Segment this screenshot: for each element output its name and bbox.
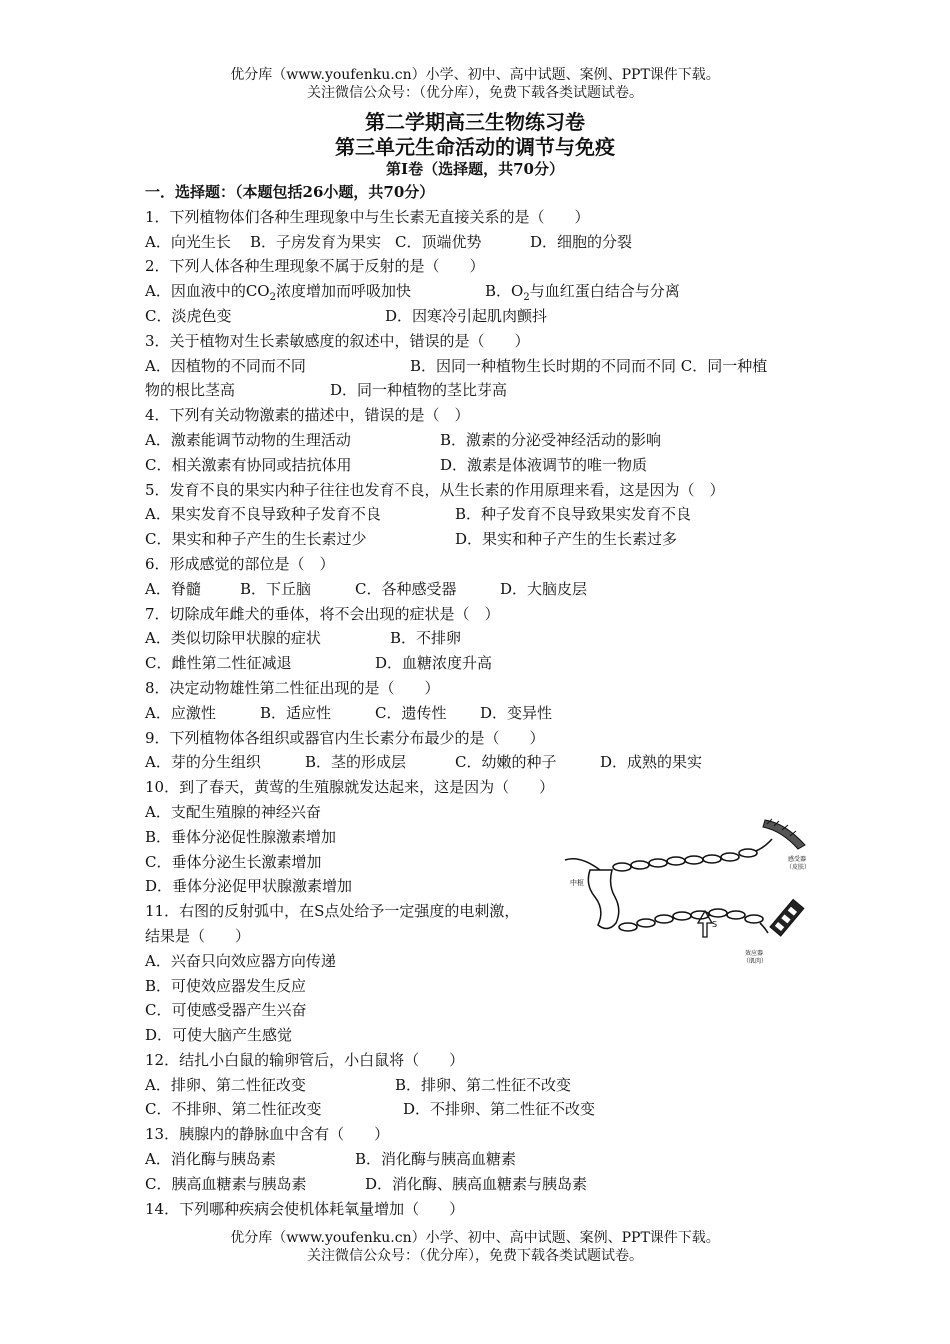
option: D．消化酶、胰高血糖素与胰岛素 [365,1174,588,1193]
option: B．$O_2$与血红蛋白结合与分离 [485,282,680,304]
question-stem: 13．胰腺内的静脉血中含有（ ） [145,1125,390,1144]
question-stem: 9．下列植物体各组织或器官内生长素分布最少的是（ ） [145,728,545,747]
option-row [145,527,815,552]
option: B．激素的分泌受神经活动的影响 [440,430,662,449]
option: A．排卵、第二性征改变 [145,1075,306,1094]
option-row [145,428,815,453]
option: A．向光生长 [145,232,231,251]
question-stem-cont: 结果是（ ） [145,926,251,945]
question-stem: 11．右图的反射弧中，在S点处给予一定强度的电刺激， [145,902,520,921]
option-row [145,354,815,379]
option: 物的根比茎高 [145,381,236,400]
option: D．成熟的果实 [600,753,703,772]
option: B．茎的形成层 [305,753,407,772]
option-row [145,701,815,726]
option: D．激素是体液调节的唯一物质 [440,455,648,474]
question-stem: 12．结扎小白鼠的输卵管后，小白鼠将（ ） [145,1050,465,1069]
unit-title: 第三单元生命活动的调节与免疫 [335,135,615,159]
option-row [145,502,815,527]
option: B．不排卵 [390,629,462,648]
option: C．幼嫩的种子 [455,753,557,772]
question-stem: 6．形成感觉的部位是（ ） [145,554,335,573]
option-row [145,651,815,676]
option-row [145,230,815,255]
option: C．雌性第二性征减退 [145,654,292,673]
option: B．种子发育不良导致果实发育不良 [455,505,692,524]
option: B．适应性 [260,703,332,722]
option: D．因寒冷引起肌肉颤抖 [385,306,548,325]
option: A．因血液中的$CO_2$浓度增加而呼吸加快 [145,282,411,304]
option-row [145,577,815,602]
option: B．垂体分泌促性腺激素增加 [145,827,337,846]
option-row [145,453,815,478]
option: B．因同一种植物生长时期的不同而不同 C．同一种植 [410,356,768,375]
option-row [145,279,815,304]
option: D．果实和种子产生的生长素过多 [455,530,678,549]
page-title: 第二学期高三生物练习卷 [365,110,585,134]
option: D．细胞的分裂 [530,232,633,251]
option-row [145,304,815,329]
option-row [145,750,815,775]
option: D．可使大脑产生感觉 [145,1026,293,1045]
option: A．消化酶与胰岛素 [145,1150,276,1169]
option: C．遗传性 [375,703,447,722]
question-stem: 2．下列人体各种生理现象不属于反射的是（ ） [145,257,485,276]
figure-effector-label: 效应器 [745,950,764,957]
option: C．各种感受器 [355,579,457,598]
option: D．垂体分泌促甲状腺激素增加 [145,877,353,896]
option: D．同一种植物的茎比芽高 [330,381,508,400]
option: D．不排卵、第二性征不改变 [403,1100,596,1119]
question-stem: 8．决定动物雄性第二性征出现的是（ ） [145,678,440,697]
section-heading: 一．选择题：（本题包括26小题，共70分） [145,183,435,201]
option: D．血糖浓度升高 [375,654,493,673]
figure-receptor-label: 感受器 [788,856,807,863]
figure-effector-sub: （肌肉） [743,958,768,965]
option: C．果实和种子产生的生长素过少 [145,530,367,549]
reflex-arc-figure [560,815,815,975]
option: C．胰高血糖素与胰岛素 [145,1174,307,1193]
option-row [145,1073,815,1098]
option: A．因植物的不同而不同 [145,356,306,375]
header-line2: 关注微信公众号：（优分库），免费下载各类试题试卷。 [307,85,643,101]
option: C．不排卵、第二性征改变 [145,1100,322,1119]
option: B．消化酶与胰高血糖素 [355,1150,517,1169]
option: A．支配生殖腺的神经兴奋 [145,802,321,821]
question-stem: 5．发育不良的果实内种子往往也发育不良，从生长素的作用原理来看，这是因为（ ） [145,480,725,499]
option: C．顶端优势 [395,232,482,251]
option: A．芽的分生组织 [145,753,261,772]
option: A．激素能调节动物的生理活动 [145,430,351,449]
header-line1: 优分库（www.youfenku.cn）小学、初中、高中试题、案例、PPT课件下载。 [230,67,720,83]
option-row [145,1097,815,1122]
option: B．下丘脑 [240,579,312,598]
option-row [145,1172,815,1197]
question-stem: 10．到了春天，黄莺的生殖腺就发达起来，这是因为（ ） [145,778,555,797]
option: B．排卵、第二性征不改变 [395,1075,572,1094]
question-stem: 1．下列植物体们各种生理现象中与生长素无直接关系的是（ ） [145,207,590,226]
option: A．应激性 [145,703,216,722]
option: D．大脑皮层 [500,579,588,598]
option: C．垂体分泌生长激素增加 [145,852,322,871]
option: C．相关激素有协同或拮抗体用 [145,455,352,474]
option-row [145,626,815,651]
question-stem: 4．下列有关动物激素的描述中，错误的是（ ） [145,406,470,425]
option: A．类似切除甲状腺的症状 [145,629,321,648]
question-body [145,180,815,1221]
option-row [145,1147,815,1172]
footer-line1: 优分库（www.youfenku.cn）小学、初中、高中试题、案例、PPT课件下载。 [230,1230,720,1246]
option-row [145,378,815,403]
option: A．脊髓 [145,579,201,598]
question-stem: 3．关于植物对生长素敏感度的叙述中，错误的是（ ） [145,331,530,350]
figure-s-label: S [712,920,718,929]
option: C．可使感受器产生兴奋 [145,1001,307,1020]
footer-line2: 关注微信公众号：（优分库），免费下载各类试题试卷。 [307,1248,643,1264]
question-stem: 7．切除成年雌犬的垂体，将不会出现的症状是（ ） [145,604,500,623]
option: A．兴奋只向效应器方向传递 [145,951,336,970]
option: D．变异性 [480,703,553,722]
option: B．可使效应器发生反应 [145,976,307,995]
figure-receptor-sub: （皮肤） [786,864,811,871]
figure-center-label: 中枢 [570,879,584,887]
option: C．淡虎色变 [145,306,232,325]
option: B．子房发育为果实 [250,232,382,251]
part-title: 第Ⅰ卷（选择题，共70分） [386,160,564,178]
option: A．果实发育不良导致种子发育不良 [145,505,381,524]
question-stem: 14．下列哪种疾病会使机体耗氧量增加（ ） [145,1199,465,1218]
